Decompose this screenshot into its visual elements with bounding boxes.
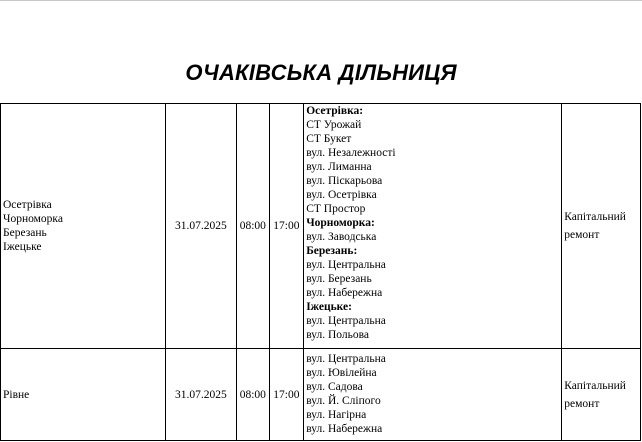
streets-cell xyxy=(304,349,562,441)
street-item: вул. Й. Сліпого xyxy=(306,395,381,407)
street-item: вул. Садова xyxy=(306,381,363,393)
table-row xyxy=(1,349,641,441)
time-from-cell: 08:00 xyxy=(237,349,270,441)
date-cell: 31.07.2025 xyxy=(165,349,236,441)
street-item: СТ Урожай xyxy=(306,119,362,131)
work-type-cell xyxy=(562,349,641,441)
work-type-line: ремонт xyxy=(564,229,600,241)
streets-list xyxy=(306,104,559,342)
time-to-cell: 17:00 xyxy=(269,104,304,349)
street-item: вул. Польова xyxy=(306,329,369,341)
time-from-cell: 08:00 xyxy=(237,104,270,349)
street-item: вул. Заводська xyxy=(306,231,377,243)
table-row xyxy=(1,104,641,349)
settlement-name: Іжецьке xyxy=(3,241,42,253)
street-item: вул. Піскарьова xyxy=(306,175,383,187)
work-type-cell xyxy=(562,104,641,349)
settlement-name: Березань xyxy=(3,227,47,239)
street-item: вул. Лиманна xyxy=(306,161,372,173)
settlement-heading: Березань: xyxy=(306,245,358,257)
settlement-heading: Чорноморка: xyxy=(306,217,375,229)
street-item: вул. Центральна xyxy=(306,315,386,327)
settlement-heading: Іжецьке: xyxy=(306,301,352,313)
street-item: вул. Центральна xyxy=(306,259,386,271)
street-item: вул. Нагірна xyxy=(306,409,367,421)
date-cell: 31.07.2025 xyxy=(165,104,236,349)
settlement-name: Чорноморка xyxy=(3,213,63,225)
street-item: вул. Незалежності xyxy=(306,147,396,159)
street-item: вул. Центральна xyxy=(306,353,386,365)
outage-schedule-table xyxy=(0,103,641,441)
streets-cell xyxy=(304,104,562,349)
work-type-line: ремонт xyxy=(564,397,600,410)
street-item: СТ Простор xyxy=(306,203,366,215)
street-item: вул. Ювілейна xyxy=(306,367,377,379)
page-title: ОЧАКІВСЬКА ДІЛЬНИЦЯ xyxy=(185,60,457,85)
top-divider xyxy=(0,0,642,1)
settlements-cell xyxy=(1,104,166,349)
street-item: СТ Букет xyxy=(306,133,352,145)
street-item: вул. Набережна xyxy=(306,287,383,299)
streets-list xyxy=(306,352,559,436)
street-item: вул. Березань xyxy=(306,273,372,285)
street-item: вул. Набережна xyxy=(306,423,383,435)
settlement-name: Осетрівка xyxy=(3,199,52,211)
work-type-line: Капітальний xyxy=(564,211,626,223)
time-to-cell: 17:00 xyxy=(269,349,304,441)
settlement-heading: Осетрівка: xyxy=(306,105,364,117)
settlement-name: Рівне xyxy=(3,388,30,401)
work-type-line: Капітальний xyxy=(564,379,626,392)
settlements-cell xyxy=(1,349,166,441)
street-item: вул. Осетрівка xyxy=(306,189,377,201)
